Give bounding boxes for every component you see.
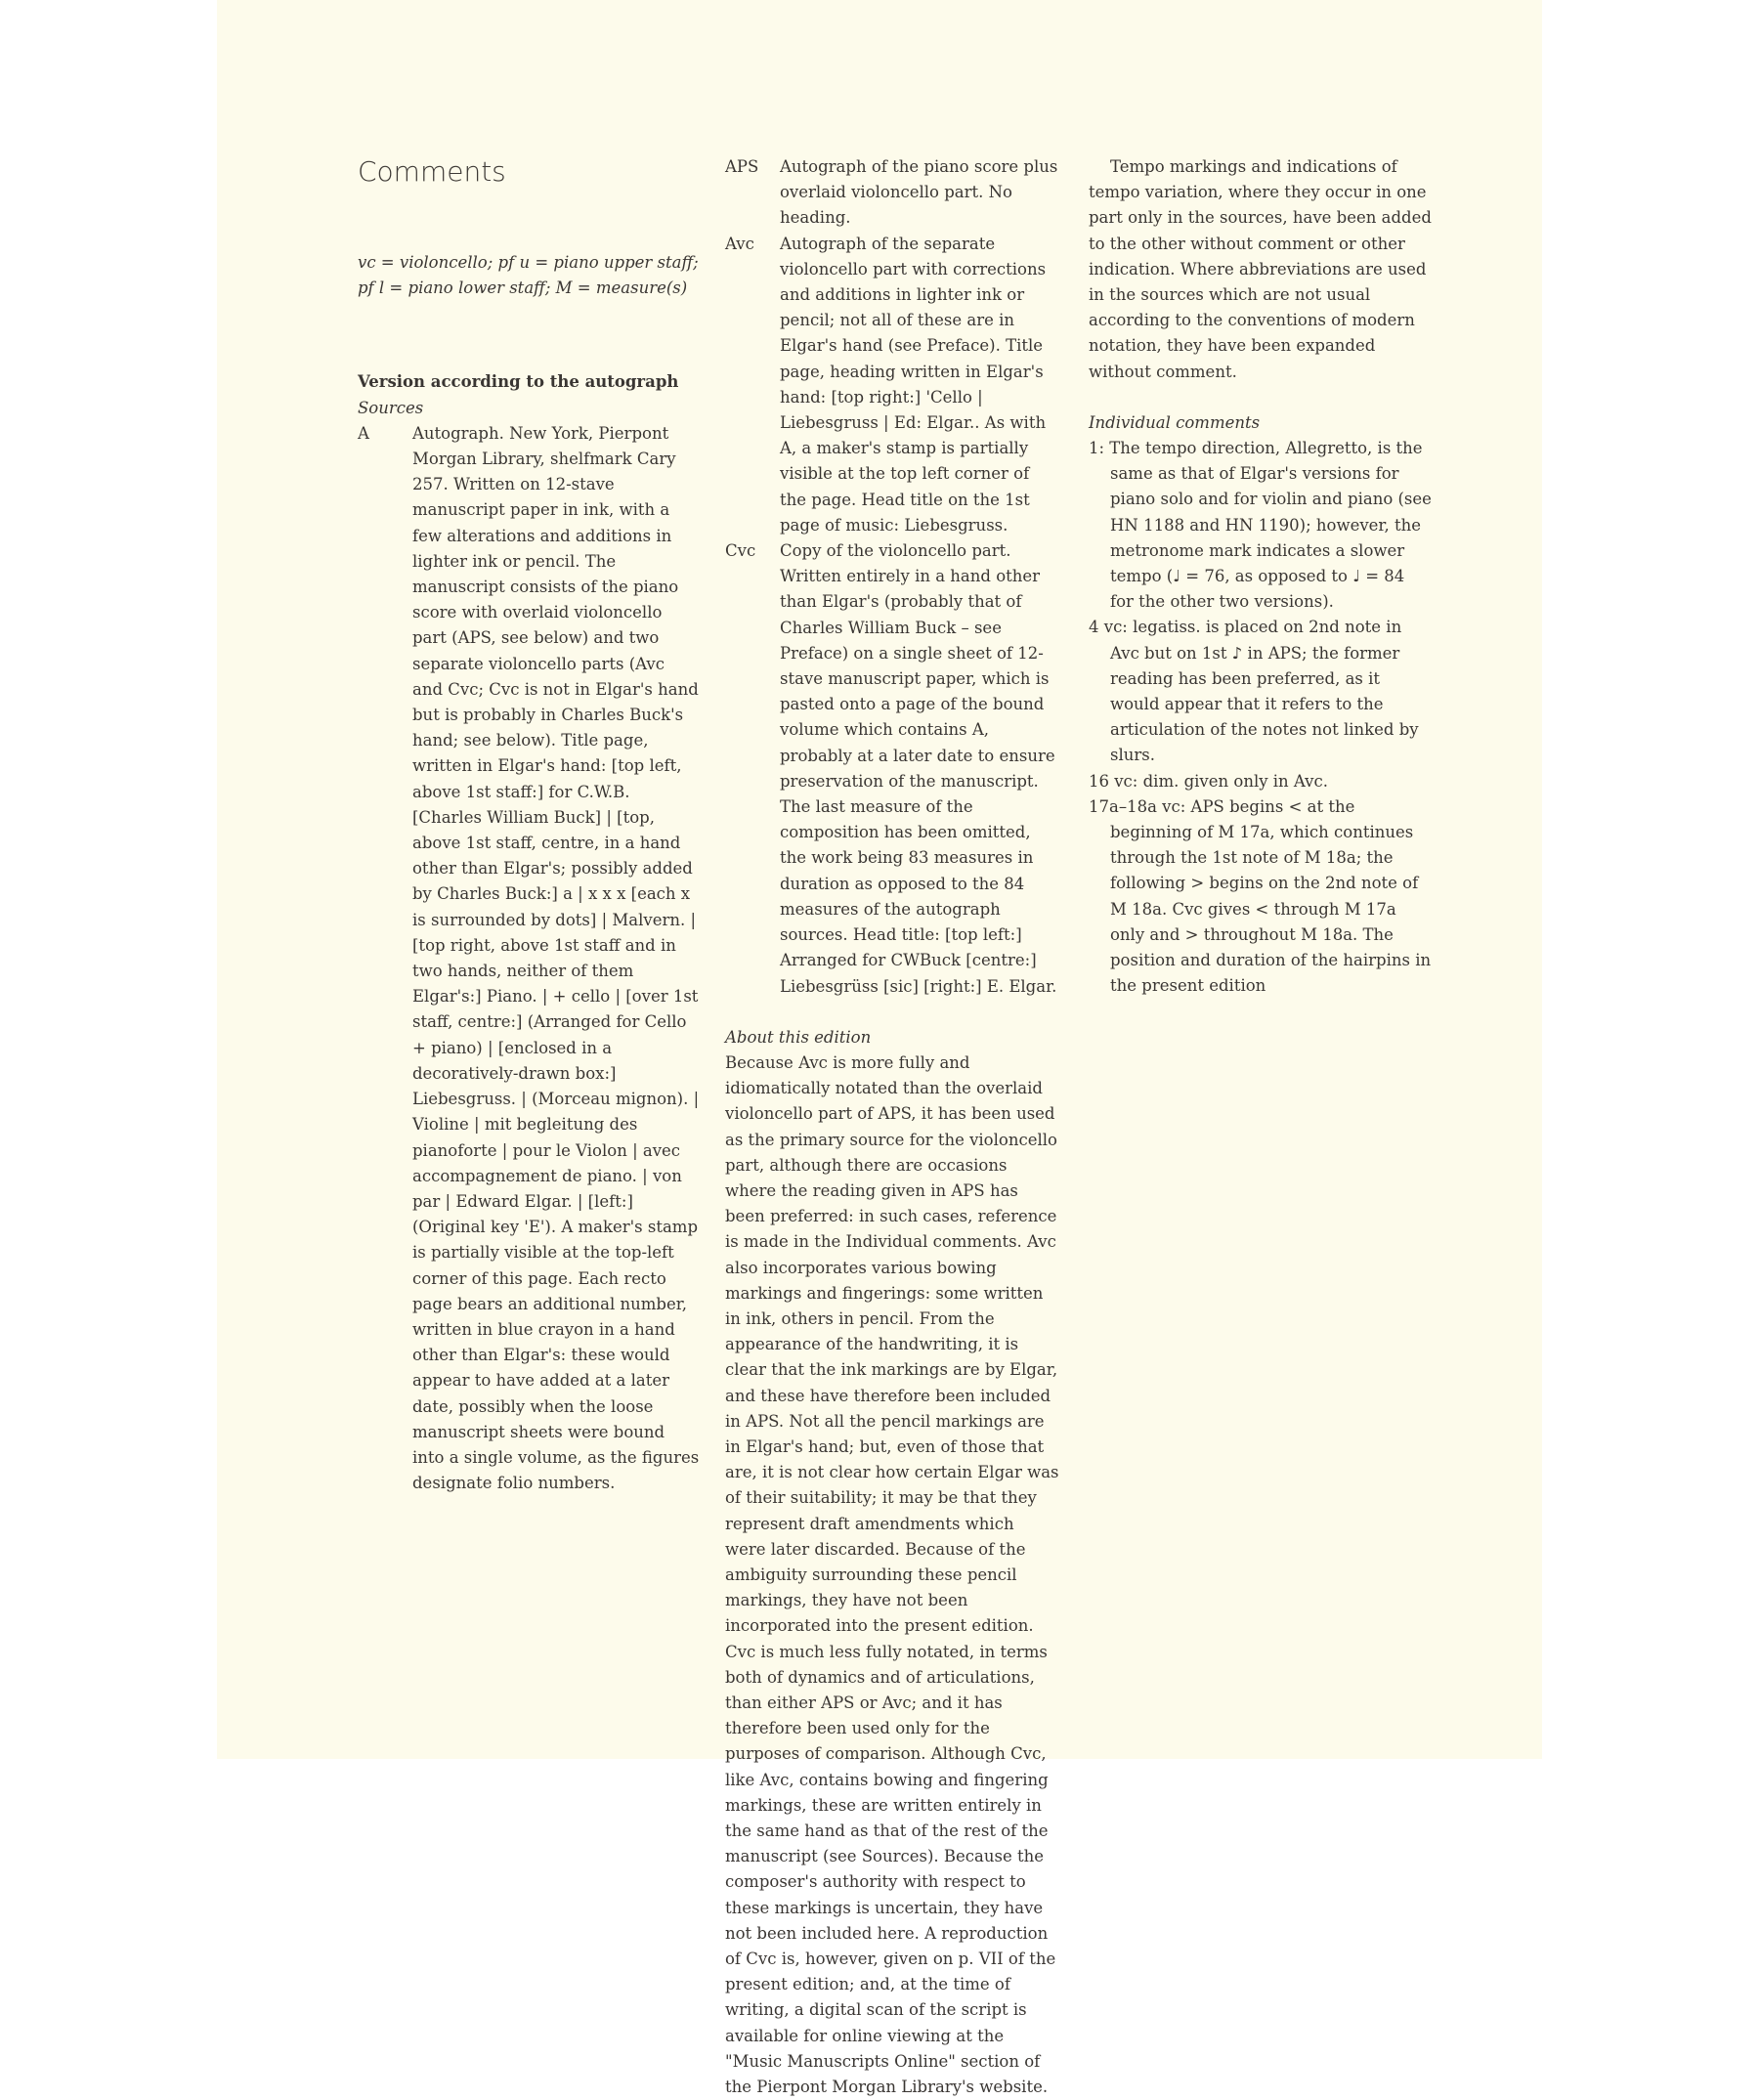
page-margin <box>0 0 217 1759</box>
column-2 <box>725 154 1059 2100</box>
comment-item: 1: The tempo direction, Allegretto, is the same as that of Elgar's versions for piano solo and for violin and piano (see HN 1188 and HN 1190); however, the metronome mark indicates a slower tempo (♩ = 76, as opposed to ♩ = 84 for the other two versions). <box>1089 439 1432 612</box>
column-1 <box>358 154 700 1496</box>
source-siglum: APS <box>725 157 759 176</box>
sources-label: Sources <box>358 398 424 417</box>
comment-item: 4 vc: legatiss. is placed on 2nd note in Avc but on 1st ♪ in APS; the former reading has been preferred, as it would appear that it refers to the articulation of the notes not linked by slurs. <box>1089 618 1419 765</box>
source-description: Copy of the violoncello part. Written entirely in a hand other than Elgar's (probably that of Charles William Buck – see Preface) on a single sheet of 12-stave manuscript paper, which is pasted onto a page of the bound volume which contains A, probably at a later date to ensure preservation of the manuscript. The last measure of the composition has been omitted, the work being 83 measures in duration as opposed to the 84 measures of the autograph sources. Head title: [top left:] Arranged for CWBuck [centre:] Liebesgrüss [sic] [right:] E. Elgar. <box>780 541 1057 996</box>
source-entry-avc <box>725 232 1059 538</box>
about-text-continued: Tempo markings and indications of tempo variation, where they occur in one part only in the sources, have been added to the other without comment or other indication. Where abbreviations are used in the sources which are not usual according to the conventions of modern notation, they have been expanded without comment. <box>1089 157 1432 381</box>
comment-item: 16 vc: dim. given only in Avc. <box>1089 771 1328 791</box>
source-siglum: Avc <box>725 234 754 253</box>
source-description: Autograph of the separate violoncello part with corrections and additions in lighter ink or pencil; not all of these are in Elgar's hand (see Preface). Title page, heading written in Elgar's hand: [top right:] 'Cello | Liebesgruss | Ed: Elgar.. As with A, a maker's stamp is partially visible at the top left corner of the page. Head title on the 1st page of music: Liebesgruss. <box>780 234 1047 535</box>
column-3 <box>1089 154 1433 1000</box>
source-entry-cvc <box>725 538 1059 1000</box>
abbreviations: vc = violoncello; pf u = piano upper staff; pf l = piano lower staff; M = measure(s) <box>358 253 699 298</box>
source-entry-aps <box>725 154 1059 232</box>
about-text: Because Avc is more fully and idiomatically notated than the overlaid violoncello part of APS, it has been used as the primary source for the violoncello part, although there are occasions where the reading given in APS has been preferred: in such cases, reference is made in the Individual comments. Avc also incorporates various bowing markings and fingerings: some written in ink, others in pencil. From the appearance of the handwriting, it is clear that the ink markings are by Elgar, and these have therefore been included in APS. Not all the pencil markings are in Elgar's hand; but, even of those that are, it is not clear how certain Elgar was of their suitability; it may be that they represent draft amendments which were later discarded. Because of the ambiguity surrounding these pencil markings, they have not been incorporated into the present edition. Cvc is much less fully notated, in terms both of dynamics and of articulations, than either APS or Avc; and it has therefore been used only for the purposes of comparison. Although Cvc, like Avc, contains bowing and fingering markings, these are written entirely in the same hand as that of the rest of the manuscript (see Sources). Because the composer's authority with respect to these markings is uncertain, they have not been included here. A reproduction of Cvc is, however, given on p. VII of the present edition; and, at the time of writing, a digital scan of the script is available for online viewing at the "Music Manuscripts Online" section of the Pierpont Morgan Library's website. <box>725 1052 1059 2097</box>
page-title: Comments <box>358 155 506 188</box>
source-siglum: A <box>358 423 369 443</box>
source-siglum: Cvc <box>725 541 756 561</box>
version-heading: Version according to the autograph <box>358 372 679 392</box>
comment-item: 17a–18a vc: APS begins < at the beginning of M 17a, which continues through the 1st note of M 18a; the following > begins on the 2nd note of M 18a. Cvc gives < through M 17a only and > throughout M 18a. The position and duration of the hairpins in the present edition <box>1089 796 1432 996</box>
source-description: Autograph. New York, Pierpont Morgan Library, shelfmark Cary 257. Written on 12-stave manuscript paper in ink, with a few alterations and additions in lighter ink or pencil. The manuscript consists of the piano score with overlaid violoncello part (APS, see below) and two separate violoncello parts (Avc and Cvc; Cvc is not in Elgar's hand but is probably in Charles Buck's hand; see below). Title page, written in Elgar's hand: [top left, above 1st staff:] for C.W.B. [Charles William Buck] | [top, above 1st staff, centre, in a hand other than Elgar's; possibly added by Charles Buck:] a | x x x [each x is surrounded by dots] | Malvern. | [top right, above 1st staff and in two hands, neither of them Elgar's:] Piano. | + cello | [over 1st staff, centre:] (Arranged for Cello + piano) | [enclosed in a decoratively-drawn box:] Liebesgruss. | (Morceau mignon). | Violine | mit begleitung des pianoforte | pour le Violon | avec accompagnement de piano. | von par | Edward Elgar. | [left:] (Original key 'E'). A maker's stamp is partially visible at the top-left corner of this page. Each recto page bears an additional number, written in blue crayon in a hand other than Elgar's: these would appear to have added at a later date, possibly when the loose manuscript sheets were bound into a single volume, as the figures designate folio numbers. <box>412 423 700 1493</box>
source-entry-a <box>358 421 700 1497</box>
source-description: Autograph of the piano score plus overlaid violoncello part. No heading. <box>780 157 1058 228</box>
individual-comments-heading: Individual comments <box>1089 412 1261 432</box>
about-heading: About this edition <box>725 1027 872 1047</box>
